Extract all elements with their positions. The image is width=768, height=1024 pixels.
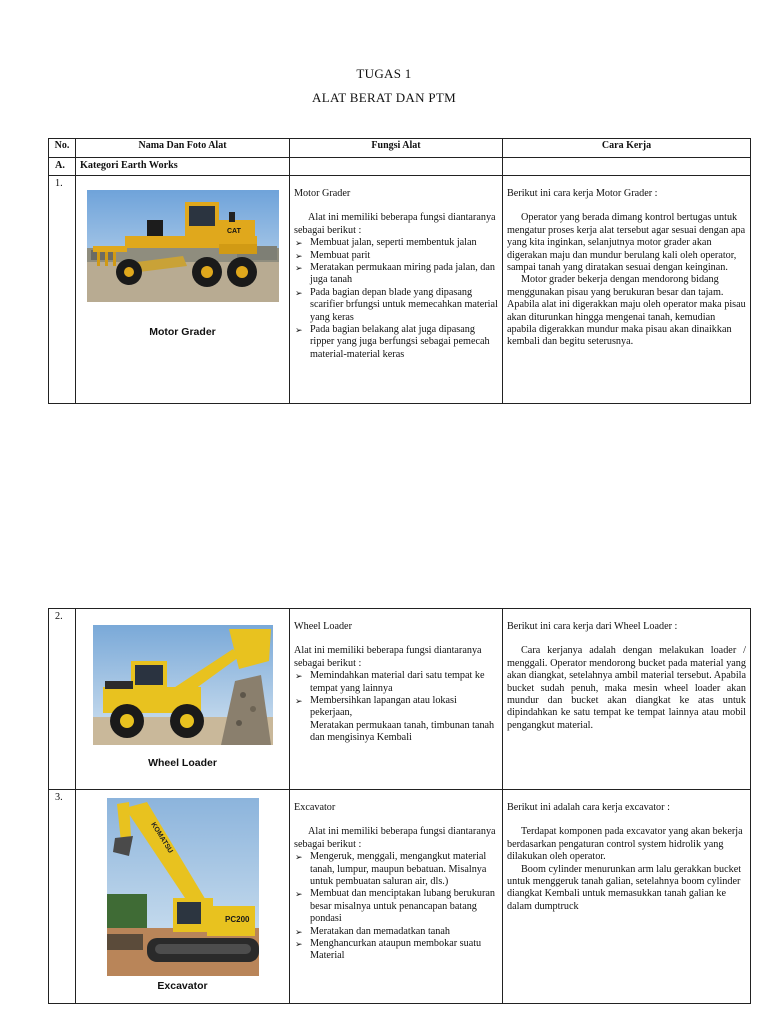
list-item: ➢ Membuat dan menciptakan lubang berukuran besar misalnya untuk penancapan batang pondasi bbox=[294, 888, 498, 925]
category-no: A. bbox=[49, 158, 76, 176]
list-item: ➢ Membuat parit bbox=[294, 250, 498, 262]
cara-paragraph: Operator yang berada dimang kontrol bertugas untuk mengatur proses kerja alat tersebut agar sesuai dengan apa yang kita inginkan, selanjutnya motor grader akan digerakan maju dan mundur berulang kali oleh operator, sampai tanah yang diratakan sesuai dengan keinginan. bbox=[507, 212, 746, 274]
fungsi-intro: Alat ini memiliki beberapa fungsi diantaranya sebagai berikut : bbox=[294, 826, 496, 850]
fungsi-title: Excavator bbox=[294, 802, 336, 813]
excavator-caption: Excavator bbox=[157, 980, 208, 992]
table-row-excavator bbox=[49, 790, 751, 1004]
table-page-1 bbox=[48, 138, 751, 404]
list-item: ➢ Pada bagian belakang alat juga dipasang ripper yang juga berfungsi sebagai pemecah material-material keras bbox=[294, 324, 498, 361]
category-label: Kategori Earth Works bbox=[76, 158, 290, 176]
cara-title: Berikut ini cara kerja Motor Grader : bbox=[507, 188, 658, 199]
header-nama: Nama Dan Foto Alat bbox=[76, 139, 290, 158]
list-item: ➢ Membuat jalan, seperti membentuk jalan bbox=[294, 237, 498, 249]
row-number: 3. bbox=[49, 790, 76, 1004]
fungsi-intro: Alat ini memiliki beberapa fungsi diantaranya sebagai berikut : bbox=[294, 212, 496, 236]
fungsi-title: Motor Grader bbox=[294, 188, 351, 199]
table-row-wheel-loader bbox=[49, 609, 751, 790]
table-row-motor-grader bbox=[49, 176, 751, 404]
cara-title: Berikut ini cara kerja dari Wheel Loader : bbox=[507, 621, 678, 632]
list-item: ➢ Membersihkan lapangan atau lokasi pekerjaan, bbox=[294, 695, 498, 720]
header-no: No. bbox=[49, 139, 76, 158]
doc-subtitle: ALAT BERAT DAN PTM bbox=[312, 90, 456, 105]
list-item: ➢ Meratakan dan memadatkan tanah bbox=[294, 926, 498, 938]
doc-title: TUGAS 1 bbox=[356, 66, 412, 81]
excavator-brand-text: KOMATSU bbox=[148, 821, 174, 855]
list-item: ➢ Menghancurkan ataupun membokar suatu Material bbox=[294, 938, 498, 963]
fungsi-list bbox=[294, 237, 498, 361]
table-header-row bbox=[49, 139, 751, 158]
fungsi-intro: Alat ini memiliki beberapa fungsi diantaranya sebagai berikut : bbox=[294, 645, 482, 669]
table-page-2 bbox=[48, 608, 751, 1004]
list-item: ➢ Memindahkan material dari satu tempat ke tempat yang lainnya bbox=[294, 670, 498, 695]
fungsi-list bbox=[294, 851, 498, 963]
cara-paragraph: Terdapat komponen pada excavator yang akan bekerja berdasarkan pengaturan control system hidrolik yang dilakukan oleh operator. bbox=[507, 826, 743, 863]
cara-paragraph: Boom cylinder menurunkan arm lalu gerakkan bucket untuk menggeruk tanah galian, setelahnya boom cylinder diangkat Kembali untuk memasukkan tanah galian ke dalam dumptruck bbox=[507, 863, 742, 912]
fungsi-title: Wheel Loader bbox=[294, 621, 352, 632]
wheel-loader-caption: Wheel Loader bbox=[148, 757, 217, 769]
motor-grader-photo bbox=[87, 190, 279, 302]
wheel-loader-photo bbox=[93, 625, 273, 745]
list-item: ➢ Mengeruk, menggali, mengangkut material tanah, lumpur, maupun bebatuan. Misalnya untuk pembuatan saluran air, dls.) bbox=[294, 851, 498, 888]
excavator-model-text: PC200 bbox=[224, 915, 249, 924]
list-item: ➢ Pada bagian depan blade yang dipasang scarifier brfungsi untuk memecahkan material yang keras bbox=[294, 287, 498, 324]
grader-brand-text: CAT bbox=[226, 228, 241, 235]
header-cara: Cara Kerja bbox=[503, 139, 751, 158]
excavator-photo bbox=[107, 798, 259, 976]
motor-grader-caption: Motor Grader bbox=[149, 326, 216, 338]
cara-paragraph: Cara kerjanya adalah dengan melakukan loader / menggali. Operator mendorong bucket pada material yang akan diangkat, setelahnya ambil material tersebut. Apabila bucket sudah penuh, maka mesin wheel loader akan mundur dan bucket akan diangkat ke atas untuk dipindahkan ke satu tempat ke tempat lainnya atau mobil pengangkut material. bbox=[507, 645, 746, 731]
row-number: 1. bbox=[49, 176, 76, 404]
cara-title: Berikut ini adalah cara kerja excavator : bbox=[507, 802, 670, 813]
row-number: 2. bbox=[49, 609, 76, 790]
fungsi-list bbox=[294, 670, 498, 744]
cara-paragraph: Motor grader bekerja dengan mendorong bidang menggunakan pisau yang berukuran besar dan tajam. Apabila alat ini digerakkan maju oleh operator maka pisau akan diturunkan hingga mengenai tanah, kemudian apabila digerakkan mundur maka pisau akan dinaikkan kembali dan begitu seterusnya. bbox=[507, 274, 746, 348]
category-row bbox=[49, 158, 751, 176]
list-item: Meratakan permukaan tanah, timbunan tanah dan mengisinya Kembali bbox=[310, 719, 495, 744]
list-item: ➢ Meratakan permukaan miring pada jalan, dan juga tanah bbox=[294, 262, 498, 287]
header-fungsi: Fungsi Alat bbox=[290, 139, 503, 158]
